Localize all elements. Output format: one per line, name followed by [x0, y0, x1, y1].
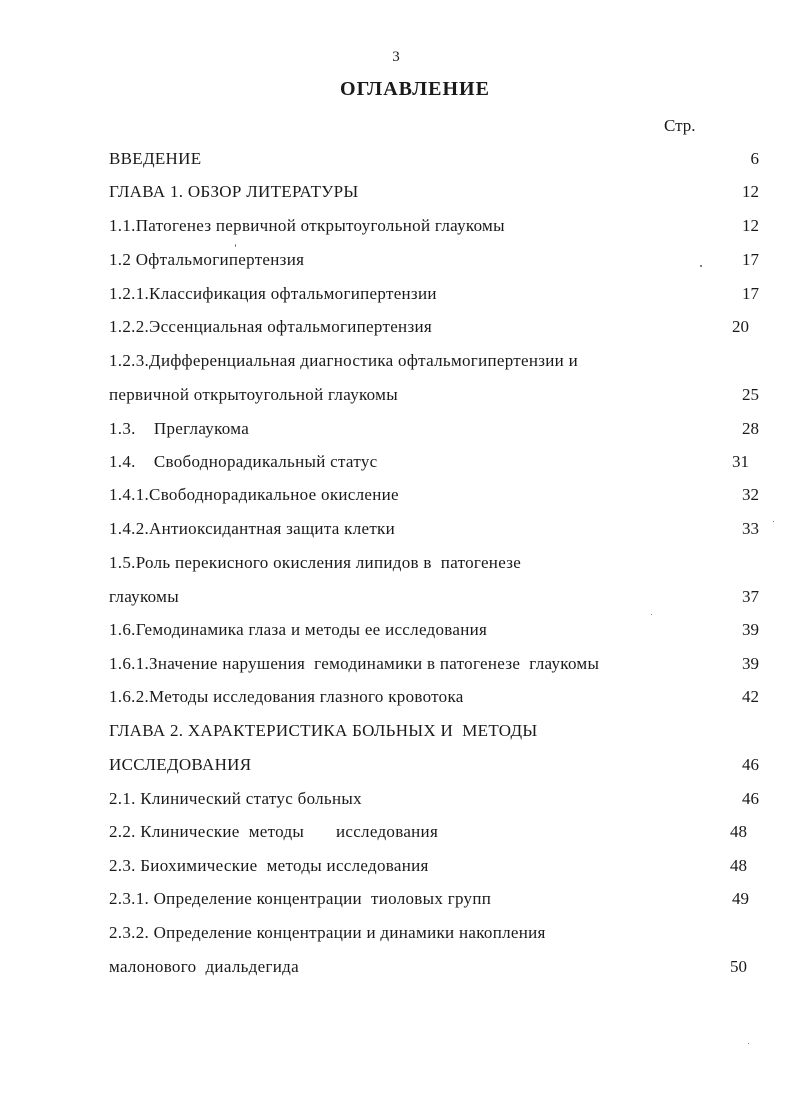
toc-entry-title: 1.2.2.Эссенциальная офтальмогипертензия: [109, 317, 432, 336]
toc-entry: [109, 283, 759, 305]
toc-entry-title: 2.3.1. Определение концентрации тиоловых групп: [109, 889, 492, 908]
toc-entry: [109, 418, 759, 440]
toc-entry-title: ИССЛЕДОВАНИЯ: [109, 755, 252, 774]
toc-entry-page: 28: [742, 419, 759, 438]
toc-entry-title: 1.6.1.Значение нарушения гемодинамики в патогенезе глаукомы: [109, 654, 600, 673]
toc-entry-page: 46: [742, 755, 759, 774]
toc-entry-page: 20: [732, 317, 749, 336]
page-number: 3: [392, 49, 400, 65]
toc-entry-title: глаукомы: [109, 587, 179, 606]
toc-entry-title: 1.4.2.Антиоксидантная защита клетки: [109, 519, 396, 538]
toc-entry-page: 12: [742, 216, 759, 235]
toc-entry-title: 2.3.2. Определение концентрации и динамики накопления: [109, 923, 546, 942]
toc-entry-title: малонового диальдегида: [109, 957, 299, 976]
toc-entry-page: 17: [742, 250, 759, 269]
toc-entry: [109, 619, 759, 641]
toc-entry: [109, 653, 759, 675]
toc-entry: [109, 922, 759, 944]
toc-entry-title: 1.4. Свободнорадикальный статус: [109, 452, 378, 471]
toc-entry-page: 49: [732, 889, 749, 908]
scan-speck: [651, 614, 652, 615]
toc-entry-page: 39: [742, 620, 759, 639]
page-column-header: Стр.: [664, 116, 696, 135]
toc-entry: [109, 384, 759, 406]
toc-entry-title: 1.5.Роль перекисного окисления липидов в патогенезе: [109, 553, 522, 572]
toc-entry: [109, 552, 759, 574]
toc-entry-page: 32: [742, 485, 759, 504]
toc-entry-page: 17: [742, 284, 759, 303]
toc-entry: [109, 720, 759, 742]
toc-entry-page: 31: [732, 452, 749, 471]
toc-entry-title: ГЛАВА 2. ХАРАКТЕРИСТИКА БОЛЬНЫХ И МЕТОДЫ: [109, 721, 538, 740]
toc-entry: [109, 148, 759, 170]
toc-entry: [109, 316, 759, 338]
scan-speck: [773, 521, 774, 522]
document-title: ОГЛАВЛЕНИЕ: [340, 78, 490, 100]
toc-entry: [109, 518, 759, 540]
toc-entry-title: ВВЕДЕНИЕ: [109, 149, 202, 168]
scan-speck: [748, 1043, 749, 1044]
toc-entry-page: 33: [742, 519, 759, 538]
toc-entry-title: 1.2 Офтальмогипертензия: [109, 250, 305, 269]
toc-entry-page: 46: [742, 789, 759, 808]
toc-entry-page: 48: [730, 856, 747, 875]
toc-entry-page: 48: [730, 822, 747, 841]
toc-entry: [109, 821, 759, 843]
toc-entry-title: 1.3. Преглаукома: [109, 419, 250, 438]
toc-entry-page: 50: [730, 957, 747, 976]
toc-entry-title: 1.4.1.Свободнорадикальное окисление: [109, 485, 399, 504]
toc-entry-page: 25: [742, 385, 759, 404]
toc-entry: [109, 451, 759, 473]
toc-entry-title: 2.3. Биохимические методы исследования: [109, 856, 429, 875]
scan-speck: [235, 244, 236, 247]
toc-entry: [109, 249, 759, 271]
toc-entry: [109, 686, 759, 708]
toc-entry-title: первичной открытоугольной глаукомы: [109, 385, 398, 404]
toc-entry-title: 1.2.3.Дифференциальная диагностика офтальмогипертензии и: [109, 351, 579, 370]
toc-entry-title: 1.1.Патогенез первичной открытоугольной глаукомы: [109, 216, 505, 235]
toc-entry: [109, 350, 759, 372]
toc-entry: [109, 754, 759, 776]
toc-entry-title: 1.6.2.Методы исследования глазного кровотока: [109, 687, 464, 706]
toc-entry: [109, 788, 759, 810]
toc-entry-page: 39: [742, 654, 759, 673]
toc-entry-page: 42: [742, 687, 759, 706]
toc-entry: [109, 181, 759, 203]
toc-entry-title: 2.2. Клинические методы исследования: [109, 822, 439, 841]
toc-entry: [109, 586, 759, 608]
toc-entry: [109, 888, 759, 910]
toc-entry: [109, 956, 759, 978]
toc-entry-page: 6: [750, 149, 759, 168]
toc-entry-title: 1.2.1.Классификация офтальмогипертензии: [109, 284, 437, 303]
toc-entry-title: 1.6.Гемодинамика глаза и методы ее исследования: [109, 620, 488, 639]
scan-speck: [700, 265, 702, 267]
toc-entry-title: 2.1. Клинический статус больных: [109, 789, 362, 808]
toc-entry-title: ГЛАВА 1. ОБЗОР ЛИТЕРАТУРЫ: [109, 182, 359, 201]
toc-entry: [109, 855, 759, 877]
toc-entry-page: 37: [742, 587, 759, 606]
toc-entry: [109, 484, 759, 506]
toc-entry-page: 12: [742, 182, 759, 201]
toc-entry: [109, 215, 759, 237]
